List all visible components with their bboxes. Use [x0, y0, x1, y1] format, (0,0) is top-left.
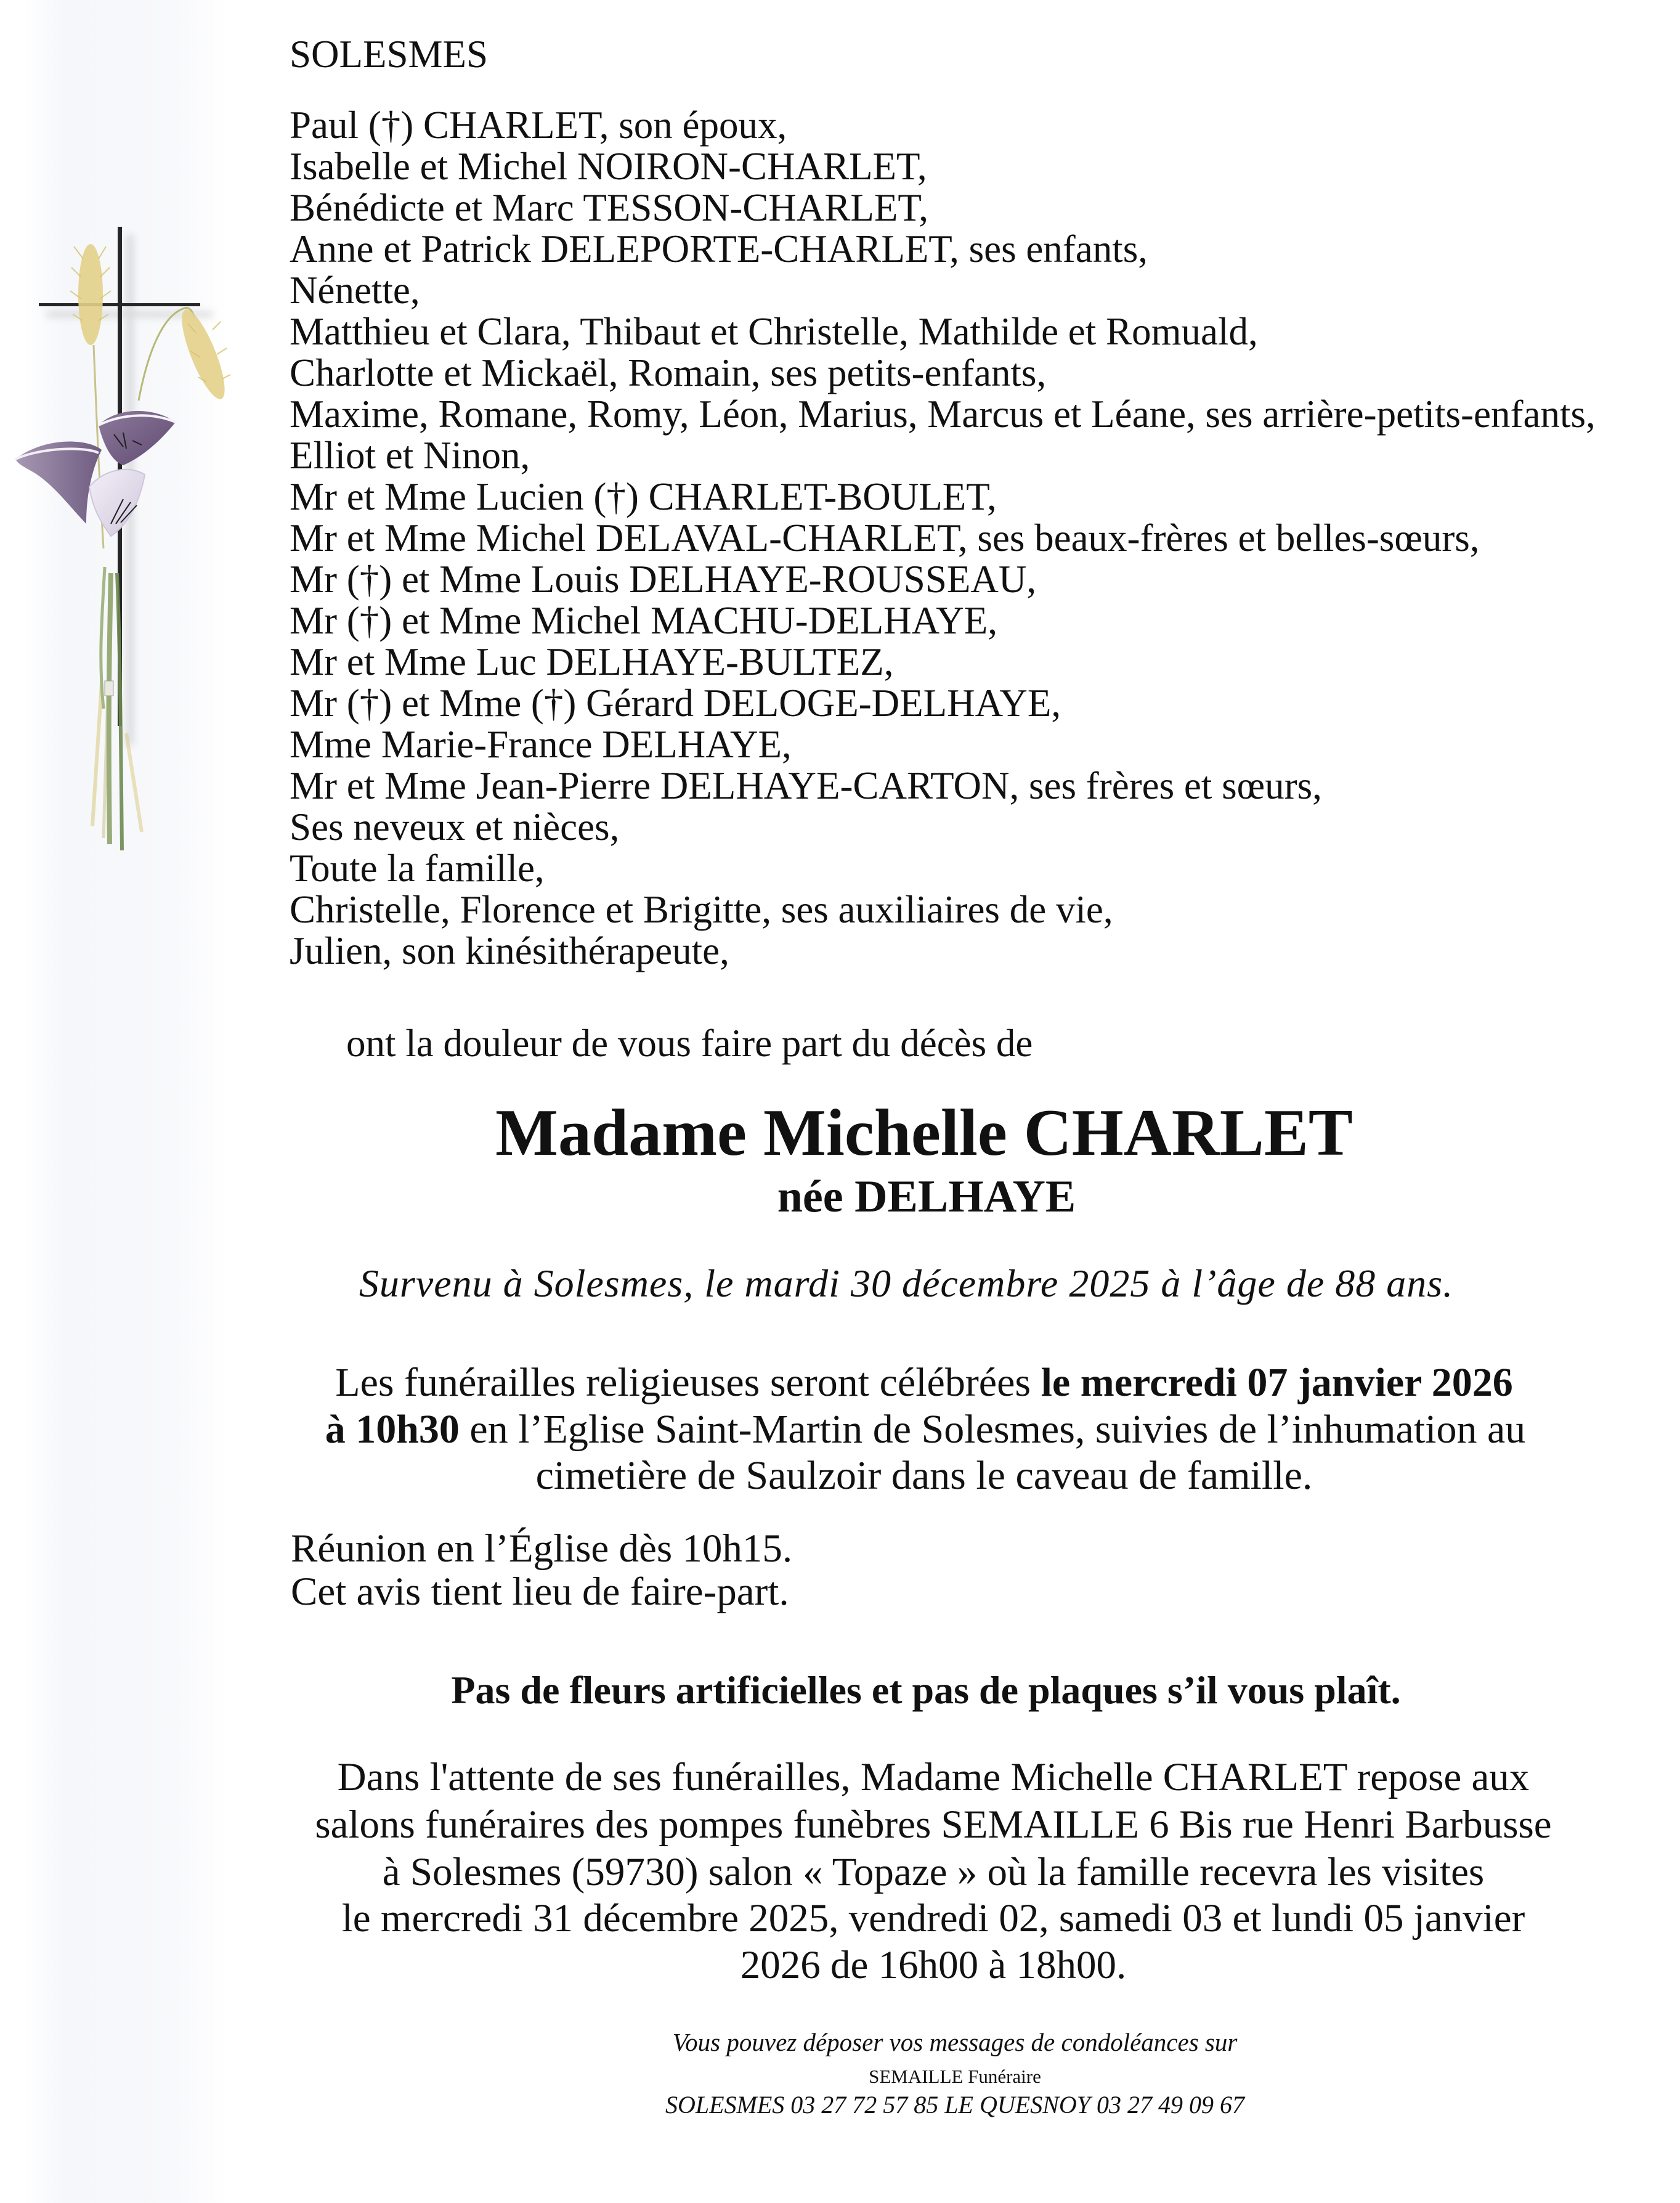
calla-lily-icon	[15, 411, 176, 536]
funeral-time: à 10h30	[325, 1407, 460, 1452]
deceased-name: Madame Michelle CHARLET	[495, 1096, 1353, 1170]
funeral-text: Les funérailles religieuses seront célébrées	[335, 1360, 1041, 1405]
flowers-request: Pas de fleurs artificielles et pas de plaques s’il vous plaît.	[451, 1668, 1401, 1712]
mourner-line: Charlotte et Mickaël, Romain, ses petits-enfants,	[290, 351, 1047, 394]
mourner-line: Matthieu et Clara, Thibaut et Christelle, Mathilde et Romuald,	[290, 310, 1258, 353]
mourner-line: Ses neveux et nièces,	[290, 805, 620, 849]
mourner-line: Bénédicte et Marc TESSON-CHARLET,	[290, 186, 928, 229]
funeral-line	[248, 1409, 1603, 1450]
maiden-name: née DELHAYE	[777, 1171, 1076, 1222]
phone-numbers: SOLESMES 03 27 72 57 85 LE QUESNOY 03 27 49 09 67	[665, 2091, 1245, 2119]
funeral-line: cimetière de Saulzoir dans le caveau de famille.	[535, 1453, 1313, 1498]
visitation-line: à Solesmes (59730) salon « Topaze » où la famille recevra les visites	[382, 1850, 1485, 1894]
town-heading: SOLESMES	[290, 33, 489, 76]
visitation-line: 2026 de 16h00 à 18h00.	[740, 1943, 1127, 1987]
visitation-line: le mercredi 31 décembre 2025, vendredi 02, samedi 03 et lundi 05 janvier	[341, 1896, 1525, 1940]
mourner-line: Mr (†) et Mme Louis DELHAYE-ROUSSEAU,	[290, 558, 1037, 601]
wheat-right-icon	[139, 305, 233, 404]
condolences-text: Vous pouvez déposer vos messages de condoléances sur	[672, 2028, 1238, 2056]
notice-line: Cet avis tient lieu de faire-part.	[291, 1570, 789, 1614]
meeting-line: Réunion en l’Église dès 10h15.	[291, 1526, 793, 1571]
mourner-line: Paul (†) CHARLET, son époux,	[290, 104, 787, 147]
mourner-line: Mr (†) et Mme Michel MACHU-DELHAYE,	[290, 599, 998, 642]
mourner-line: Mr et Mme Jean-Pierre DELHAYE-CARTON, ses frères et sœurs,	[290, 764, 1322, 807]
mourner-line: Maxime, Romane, Romy, Léon, Marius, Marcus et Léane, ses arrière-petits-enfants,	[290, 393, 1596, 436]
mourner-line: Mr et Mme Lucien (†) CHARLET-BOULET,	[290, 475, 997, 518]
funeral-text: en l’Eglise Saint-Martin de Solesmes, suivies de l’inhumation au	[459, 1407, 1526, 1452]
mourner-line: Anne et Patrick DELEPORTE-CHARLET, ses enfants,	[290, 227, 1148, 271]
announcement-text: ont la douleur de vous faire part du décès de	[346, 1022, 1033, 1065]
mourner-line: Christelle, Florence et Brigitte, ses auxiliaires de vie,	[290, 888, 1113, 931]
mourner-line: Nénette,	[290, 269, 420, 312]
cross-lily-icon	[0, 203, 246, 869]
mourner-line: Mr et Mme Luc DELHAYE-BULTEZ,	[290, 640, 894, 683]
mourner-line: Toute la famille,	[290, 847, 545, 890]
mourner-line: Isabelle et Michel NOIRON-CHARLET,	[290, 145, 927, 188]
death-info: Survenu à Solesmes, le mardi 30 décembre 2025 à l’âge de 88 ans.	[359, 1261, 1454, 1305]
mourner-line: Julien, son kinésithérapeute,	[290, 929, 729, 972]
company-name: SEMAILLE Funéraire	[869, 2066, 1041, 2087]
visitation-line: Dans l'attente de ses funérailles, Madame Michelle CHARLET repose aux	[337, 1755, 1530, 1799]
funeral-date: le mercredi 07 janvier 2026	[1041, 1360, 1513, 1405]
mourner-line: Elliot et Ninon,	[290, 434, 530, 477]
mourner-line: Mr (†) et Mme (†) Gérard DELOGE-DELHAYE,	[290, 682, 1061, 725]
funeral-line	[246, 1362, 1602, 1403]
visitation-line: salons funéraires des pompes funèbres SEMAILLE 6 Bis rue Henri Barbusse	[315, 1802, 1552, 1847]
mourner-line: Mr et Mme Michel DELAVAL-CHARLET, ses beaux-frères et belles-sœurs,	[290, 516, 1480, 560]
stem-bundle-icon	[92, 567, 142, 850]
mourner-line: Mme Marie-France DELHAYE,	[290, 723, 792, 766]
